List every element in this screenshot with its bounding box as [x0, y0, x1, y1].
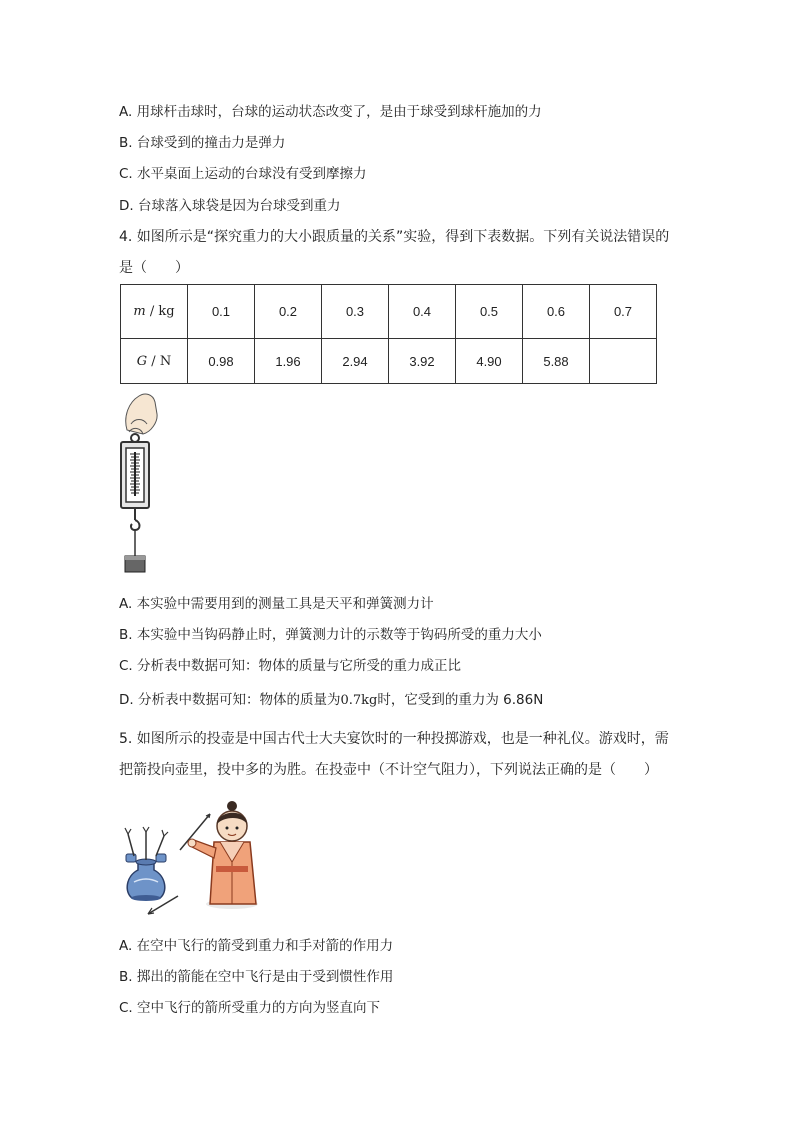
table-cell: 0.3: [322, 285, 389, 339]
table-cell: 0.7: [590, 285, 657, 339]
q5-stem-line2: 把箭投向壶里，投中多的为胜。在投壶中（不计空气阻力），下列说法正确的是（ ）: [119, 762, 658, 778]
table-row-weight: [121, 339, 657, 384]
q3-option-c: C. 水平桌面上运动的台球没有受到摩擦力: [119, 166, 367, 182]
table-cell: 0.98: [188, 339, 255, 384]
q5-stem-line1: 5. 如图所示的投壶是中国古代士大夫宴饮时的一种投掷游戏，也是一种礼仪。游戏时，需: [119, 731, 669, 747]
table-cell: 2.94: [322, 339, 389, 384]
q4-stem-line1: 4. 如图所示是“探究重力的大小跟质量的关系”实验，得到下表数据。下列有关说法错误的: [119, 229, 670, 245]
q3-option-d: D. 台球落入球袋是因为台球受到重力: [119, 198, 341, 214]
q4-stem-line2: 是（ ）: [119, 260, 189, 276]
q3-option-a: A. 用球杆击球时，台球的运动状态改变了，是由于球受到球杆施加的力: [119, 104, 542, 120]
q4-option-c: C. 分析表中数据可知：物体的质量与它所受的重力成正比: [119, 658, 462, 674]
q5-option-c: C. 空中飞行的箭所受重力的方向为竖直向下: [119, 1000, 381, 1016]
mass-value: 0.7kg: [340, 693, 378, 708]
q5-option-a: A. 在空中飞行的箭受到重力和手对箭的作用力: [119, 938, 394, 954]
table-cell: 5.88: [523, 339, 590, 384]
touhu-illustration: [120, 792, 275, 920]
mass-header: m / kg: [121, 285, 188, 339]
table-cell: 3.92: [389, 339, 456, 384]
table-cell: 0.4: [389, 285, 456, 339]
table-cell: 0.6: [523, 285, 590, 339]
q3-option-b: B. 台球受到的撞击力是弹力: [119, 135, 286, 151]
table-cell: 0.1: [188, 285, 255, 339]
weight-header: G / N: [121, 339, 188, 384]
table-cell: 0.2: [255, 285, 322, 339]
table-cell: 1.96: [255, 339, 322, 384]
q4-option-a: A. 本实验中需要用到的测量工具是天平和弹簧测力计: [119, 596, 434, 612]
q4-option-d: D. 分析表中数据可知：物体的质量为0.7kg时，它受到的重力为 6.86N: [119, 692, 544, 708]
mass-weight-table: [120, 284, 657, 384]
table-row-mass: [121, 285, 657, 339]
q5-option-b: B. 掷出的箭能在空中飞行是由于受到惯性作用: [119, 969, 394, 985]
table-cell: 4.90: [456, 339, 523, 384]
table-cell: 0.5: [456, 285, 523, 339]
spring-scale-illustration: [113, 388, 163, 580]
table-cell: [590, 339, 657, 384]
q4-option-b: B. 本实验中当钩码静止时，弹簧测力计的示数等于钩码所受的重力大小: [119, 627, 542, 643]
